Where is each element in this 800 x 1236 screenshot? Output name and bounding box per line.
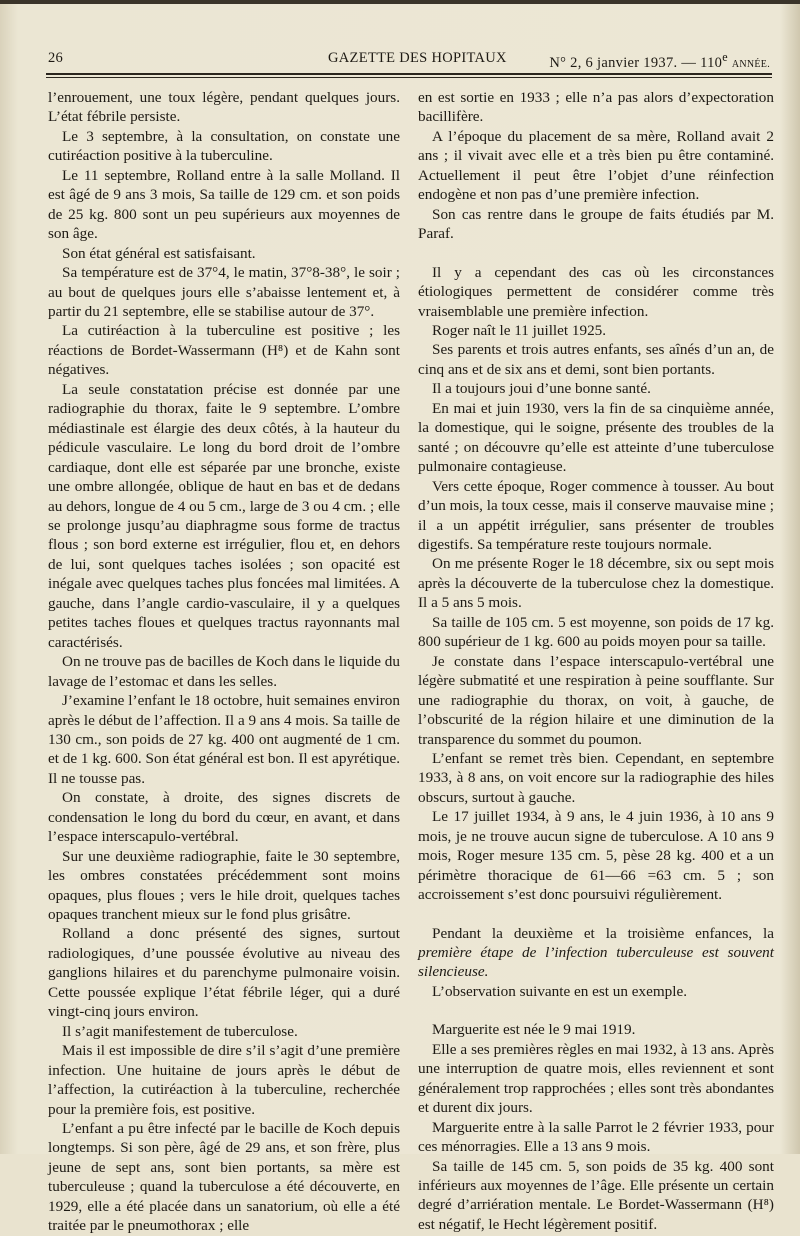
issue-sup: e: [722, 50, 728, 64]
left-column: [48, 88, 400, 1236]
paragraph: On constate, à droite, des signes discrets de condensation le long du bord du cœur, en avant, et dans l’espace interscapulo-vertébral.: [48, 789, 400, 846]
header-rule-thin: [46, 77, 772, 78]
issue-suffix: ANNÉE.: [731, 58, 770, 70]
paragraph: En mai et juin 1930, vers la fin de sa cinquième année, la domestique, qui le soigne, présente des troubles de la santé ; on découvre qu’elle est atteinte d’une tuberculose pulmonaire contagieuse.: [418, 399, 774, 476]
paragraph: Il s’agit manifestement de tuberculose.: [62, 1022, 298, 1040]
paragraph: Le 17 juillet 1934, à 9 ans, le 4 juin 1936, à 10 ans 9 mois, je ne trouve aucun signe de tuberculose. A 10 ans 9 mois, Roger mesure 135 cm. 5, pèse 28 kg. 400 et a un périmètre thoracique de 61—66 =63 cm. 5 ; son accroissement s’est donc poursuivi régulièrement.: [418, 808, 774, 904]
paragraph-italic-lead: [418, 924, 774, 982]
paragraph: On ne trouve pas de bacilles de Koch dans le liquide du lavage de l’estomac et dans les selles.: [48, 653, 400, 690]
issue-info: [549, 50, 770, 72]
paragraph: Marguerite est née le 9 mai 1919.: [432, 1021, 636, 1039]
paragraph: Elle a ses premières règles en mai 1932, à 13 ans. Après une interruption de quatre mois, elles reviennent et sont généralement trop rapprochées ; elles sont très abondantes et durent dix jours.: [418, 1040, 774, 1117]
paragraph: L’observation suivante en est un exemple.: [432, 982, 688, 1000]
running-header: [48, 50, 770, 72]
paragraph-text: Pendant la deuxième et la troisième enfances, la: [432, 924, 774, 942]
paragraph: Sur une deuxième radiographie, faite le 30 septembre, les ombres constatées précédemment sont moins opaques, plus floues ; vers le hile droit, quelques taches opaques tranchent mieux sur le fond plus grisâtre.: [48, 847, 400, 924]
right-column: [418, 88, 774, 1234]
paragraph: l’enrouement, une toux légère, pendant quelques jours. L’état fébrile persiste.: [48, 89, 400, 126]
paragraph: Le 3 septembre, à la consultation, on constate une cutiréaction positive à la tuberculine.: [48, 127, 400, 165]
paragraph: Son cas rentre dans le groupe de faits étudiés par M. Paraf.: [418, 205, 774, 243]
paragraph: On me présente Roger le 18 décembre, six ou sept mois après la découverte de la tuberculose chez la domestique. Il a 5 ans 5 mois.: [418, 555, 774, 612]
paragraph: La seule constatation précise est donnée par une radiographie du thorax, faite le 9 septembre. L’ombre médiastinale est élargie des deux côtés, à la hauteur du pédicule vasculaire. Le long du bord droit de l’ombre cardiaque, dont elle est séparée par une bronche, existe une ombre allongée, oblique de haut en bas et de dedans au dehors, longue de 4 ou 5 cm., large de 3 ou 4 cm. ; elle se prolonge jusqu’au diaphragme sous forme de tractus flous ; son bord externe est irrégulier, flou et, en dehors de lui, sont quelques taches isolées ; son opacité est inégale avec quelques taches plus foncées mal limitées. A gauche, dans l’angle cardio-vasculaire, il y a quelques petites taches floues et quelques tractus rayonnants mal caractérisés.: [48, 380, 400, 651]
paragraph: Marguerite entre à la salle Parrot le 2 février 1933, pour ces ménorragies. Elle a 13 ans 9 mois.: [418, 1118, 774, 1156]
paragraph: A l’époque du placement de sa mère, Rolland avait 2 ans ; il vivait avec elle et a très bien pu être contaminé. Actuellement il peut être l’objet d’une réinfection endogène et non pas d’une première infection.: [418, 127, 774, 204]
paragraph: L’enfant se remet très bien. Cependant, en septembre 1933, à 8 ans, on voit encore sur la radiographie des hiles obscurs, surtout à gauche.: [418, 749, 774, 806]
issue-text: N° 2, 6 janvier 1937. — 110: [549, 54, 723, 71]
paragraph: La cutiréaction à la tuberculine est positive ; les réactions de Bordet-Wassermann (H⁸) et de Kahn sont négatives.: [48, 322, 400, 379]
paragraph: Ses parents et trois autres enfants, ses aînés d’un an, de cinq ans et de six ans et demi, sont bien portants.: [418, 341, 774, 378]
paragraph: Rolland a donc présenté des signes, surtout radiologiques, d’une poussée évolutive au niveau des ganglions hilaires et du parenchyme pulmonaire voisin. Cette poussée explique l’état fébrile léger, qui a duré vingt-cinq jours environ.: [48, 925, 400, 1021]
italic-emphasis: première étape de l’infection tuberculeuse est souvent silencieuse.: [418, 944, 774, 981]
paragraph: Vers cette époque, Roger commence à tousser. Au bout d’un mois, la toux cesse, mais il conserve mauvaise mine ; il a un appétit irrégulier, sans présenter de troubles digestifs. Sa température reste toujours normale.: [418, 477, 774, 553]
paragraph: Sa taille de 145 cm. 5, son poids de 35 kg. 400 sont inférieurs aux moyennes de l’âge. Elle présente un certain degré d’arriération mentale. Le Bordet-Wassermann (H⁸) est négatif, le Hecht légèrement positif.: [418, 1157, 774, 1233]
paragraph: Sa température est de 37°4, le matin, 37°8-38°, le soir ; au bout de quelques jours elle s’abaisse lentement et, à partir du 21 septembre, elle se stabilise autour de 37°.: [48, 264, 400, 320]
paragraph: Mais il est impossible de dire s’il s’agit d’une première infection. Une huitaine de jours après le début de l’affection, la cutiréaction à la tuberculine, recherchée pour la première fois, est positive.: [48, 1042, 400, 1118]
page-number: 26: [48, 50, 64, 66]
paragraph: Roger naît le 11 juillet 1925.: [432, 321, 607, 339]
paragraph: L’enfant a pu être infecté par le bacille de Koch depuis longtemps. Si son père, âgé de 29 ans, et son frère, plus jeune de sept ans, sont bien portants, sa mère est tuberculeuse ; quand la tuberculose a été découverte, en 1929, elle a été placée dans un sanatorium, où elle a été traitée par le pneumothorax ; elle: [48, 1120, 400, 1235]
paragraph: en est sortie en 1933 ; elle n’a pas alors d’expectoration bacillifère.: [418, 89, 774, 126]
paragraph: Son état général est satisfaisant.: [62, 244, 256, 262]
paragraph: Le 11 septembre, Rolland entre à la salle Molland. Il est âgé de 9 ans 3 mois, Sa taille de 129 cm. et son poids de 25 kg. 800 sont un peu supérieurs aux moyennes de son âge.: [48, 166, 400, 243]
paragraph: Il y a cependant des cas où les circonstances étiologiques permettent de considérer comme très vraisemblable une première infection.: [418, 263, 774, 320]
paragraph: Je constate dans l’espace interscapulo-vertébral une légère submatité et une respiration à peine soufflante. Sur une radiographie du thorax, on voit, à gauche, de l’obscurité de la région hilaire et une diminution de la transparence du sommet du poumon.: [418, 652, 774, 748]
paragraph: Sa taille de 105 cm. 5 est moyenne, son poids de 17 kg. 800 supérieur de 1 kg. 600 au poids moyen pour sa taille.: [418, 613, 774, 651]
top-border: [0, 0, 800, 4]
paragraph: J’examine l’enfant le 18 octobre, huit semaines environ après le début de l’affection. Il a 9 ans 4 mois. Sa taille de 130 cm., son poids de 27 kg. 400 ont augmenté de 1 cm. et de 1 kg. 600. Son état général est bon. Il est apyrétique. Il ne tousse pas.: [48, 692, 400, 787]
paragraph: Il a toujours joui d’une bonne santé.: [432, 380, 651, 398]
journal-title: GAZETTE DES HOPITAUX: [328, 50, 507, 66]
header-rule: [46, 73, 772, 75]
